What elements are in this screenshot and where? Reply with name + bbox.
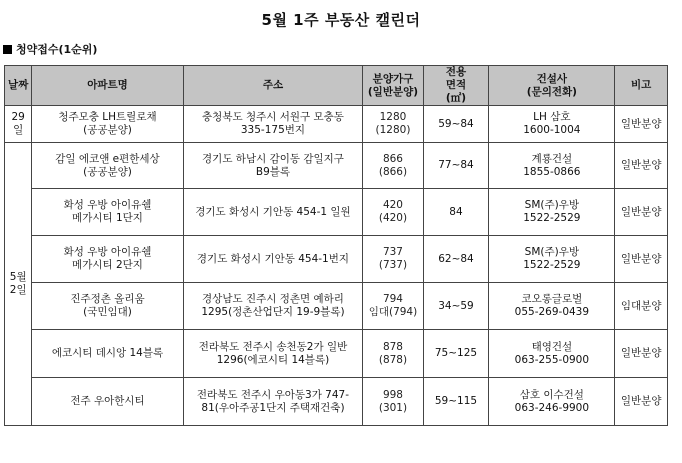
units-cell: 420 (420): [363, 189, 423, 236]
section-heading: [3, 41, 97, 57]
builder-cell: 삼호 이수건설 063-246-9900: [489, 378, 615, 426]
note-cell: 임대분양: [615, 283, 668, 330]
apartment-cell: 진주정촌 올리움 (국민임대): [32, 283, 183, 330]
header-apartment: 아파트명: [32, 66, 183, 106]
apartment-cell: 화성 우방 아이유쉘 메가시티 1단지: [32, 189, 183, 236]
table-row: [5, 330, 668, 378]
page-title: 5월 1주 부동산 캘린더: [261, 11, 421, 29]
apartment-cell: 에코시티 데시앙 14블록: [32, 330, 183, 378]
table-row: [5, 236, 668, 283]
area-cell: 34~59: [423, 283, 489, 330]
address-cell: 경기도 화성시 기안동 454-1번지: [183, 236, 363, 283]
units-cell: 1280 (1280): [363, 106, 423, 143]
builder-cell: 태영건설 063-255-0900: [489, 330, 615, 378]
note-cell: 일반분양: [615, 143, 668, 189]
builder-cell: LH 삼호 1600-1004: [489, 106, 615, 143]
note-cell: 일반분양: [615, 236, 668, 283]
units-cell: 794 임대(794): [363, 283, 423, 330]
builder-cell: SM(주)우방 1522-2529: [489, 189, 615, 236]
header-note: 비고: [615, 66, 668, 106]
square-bullet-icon: [3, 45, 12, 54]
table-row: [5, 378, 668, 426]
units-cell: 737 (737): [363, 236, 423, 283]
note-cell: 일반분양: [615, 330, 668, 378]
units-cell: 878 (878): [363, 330, 423, 378]
address-cell: 경기도 화성시 기안동 454-1 일원: [183, 189, 363, 236]
area-cell: 75~125: [423, 330, 489, 378]
table-header-row: [5, 66, 668, 106]
date-cell: 29일: [5, 106, 32, 143]
table-row: [5, 143, 668, 189]
header-builder: 건설사 (문의전화): [489, 66, 615, 106]
header-address: 주소: [183, 66, 363, 106]
apartment-cell: 감일 에코앤 e편한세상 (공공분양): [32, 143, 183, 189]
address-cell: 경상남도 진주시 정촌면 예하리 1295(정촌산업단지 19-9블록): [183, 283, 363, 330]
builder-cell: SM(주)우방 1522-2529: [489, 236, 615, 283]
section-label: 청약접수(1순위): [16, 43, 98, 56]
builder-cell: 코오롱글로벌 055-269-0439: [489, 283, 615, 330]
date-cell: 5월 2일: [5, 143, 32, 426]
address-cell: 충청북도 청주시 서원구 모충동 335-175번지: [183, 106, 363, 143]
calendar-table: [4, 65, 668, 426]
header-units: 분양가구 (일반분양): [363, 66, 423, 106]
note-cell: 일반분양: [615, 378, 668, 426]
table-row: [5, 283, 668, 330]
header-area: 전용 면적 (㎡): [423, 66, 489, 106]
units-cell: 998 (301): [363, 378, 423, 426]
apartment-cell: 전주 우아한시티: [32, 378, 183, 426]
note-cell: 일반분양: [615, 189, 668, 236]
address-cell: 전라북도 전주시 우아동3가 747- 81(우아주공1단지 주택재건축): [183, 378, 363, 426]
area-cell: 62~84: [423, 236, 489, 283]
apartment-cell: 화성 우방 아이유쉘 메가시티 2단지: [32, 236, 183, 283]
apartment-cell: 청주모충 LH트릴로채 (공공분양): [32, 106, 183, 143]
note-cell: 일반분양: [615, 106, 668, 143]
area-cell: 84: [423, 189, 489, 236]
area-cell: 77~84: [423, 143, 489, 189]
units-cell: 866 (866): [363, 143, 423, 189]
address-cell: 경기도 하남시 감이동 감일지구 B9블록: [183, 143, 363, 189]
table-row: [5, 189, 668, 236]
area-cell: 59~115: [423, 378, 489, 426]
area-cell: 59~84: [423, 106, 489, 143]
header-date: 날짜: [5, 66, 32, 106]
table-row: [5, 106, 668, 143]
address-cell: 전라북도 전주시 송천동2가 일반 1296(에코시티 14블록): [183, 330, 363, 378]
builder-cell: 계룡건설 1855-0866: [489, 143, 615, 189]
